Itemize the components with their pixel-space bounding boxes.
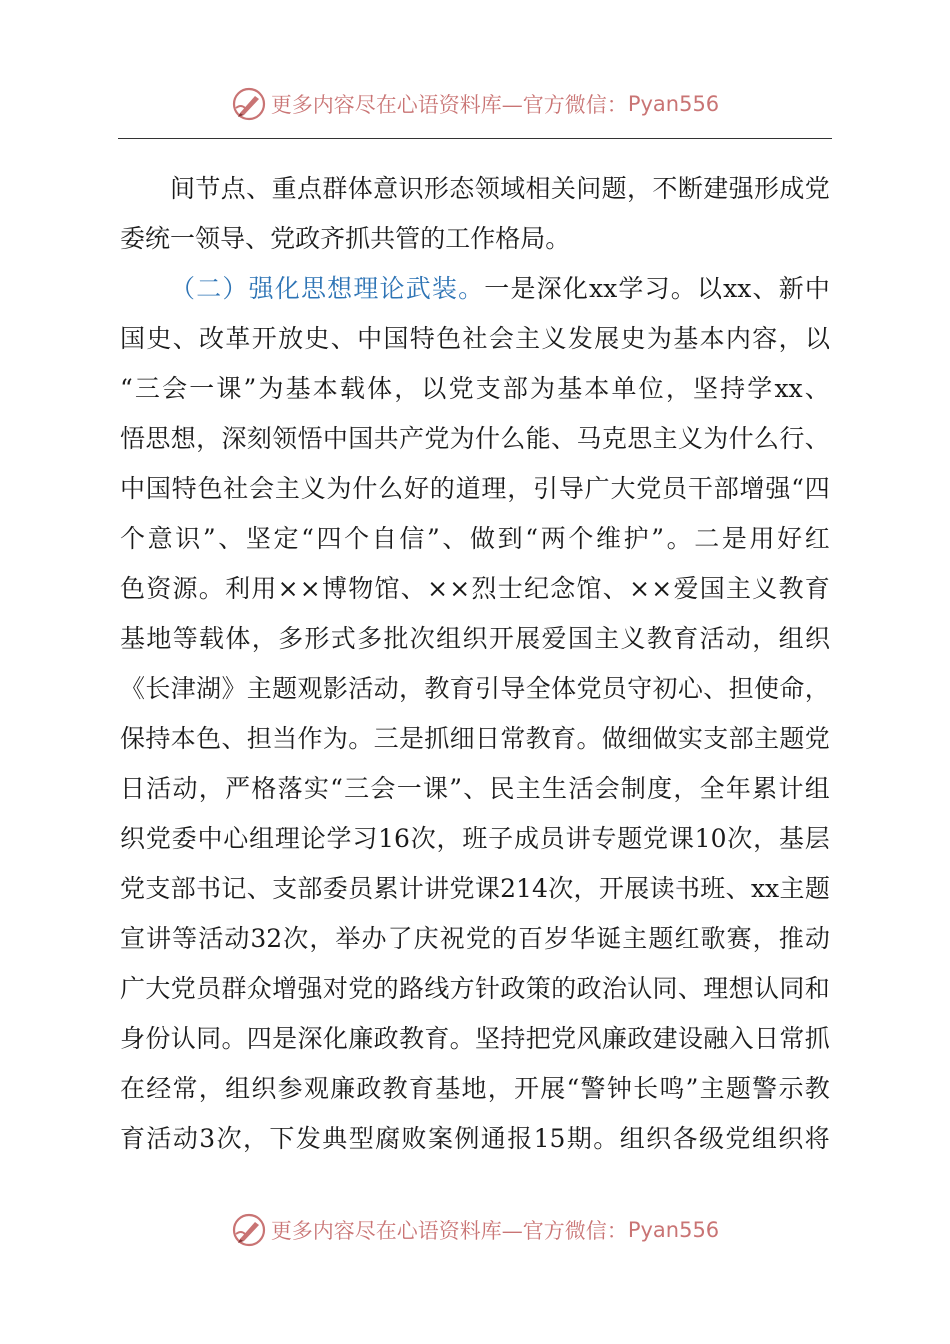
text-line: 织 党 委 中 心 组 理 论 学 习 16 次 ， 班 子 成 员 讲 专 题 党 课 10 次 ， 基 层 <box>120 824 830 853</box>
text-line: 中 国 特 色 社 会 主 义 为 什 么 好 的 道 理 ， 引 导 广 大 党 员 干 部 增 强 “ 四 <box>120 474 830 503</box>
text-line: 委 统 一 领 导 、 党 政 齐 抓 共 管 的 工 作 格 局 。 <box>120 224 571 253</box>
text-line: 国 史 、 改 革 开 放 史 、 中 国 特 色 社 会 主 义 发 展 史 为 基 本 内 容 ， 以 <box>120 324 830 353</box>
text-line: 身 份 认 同 。 四 是 深 化 廉 政 教 育 。 坚 持 把 党 风 廉 政 建 设 融 入 日 常 抓 <box>120 1024 830 1053</box>
text-line: 基 地 等 载 体 ， 多 形 式 多 批 次 组 织 开 展 爱 国 主 义 教 育 活 动 ， 组 织 <box>120 624 830 653</box>
watermark-id: Pyan556 <box>627 1218 720 1242</box>
header-rule <box>118 138 832 139</box>
watermark-text: 更多内容尽在心语资料库—官方微信： <box>270 1219 628 1243</box>
text-line: 育 活 动 3 次 ， 下 发 典 型 腐 败 案 例 通 报 15 期 。 组 织 各 级 党 组 织 将 <box>120 1124 830 1153</box>
text-line: 间 节 点 、 重 点 群 体 意 识 形 态 领 域 相 关 问 题 ， 不 断 建 强 形 成 党 <box>170 174 830 203</box>
text-line: 日 活 动 ， 严 格 落 实 “ 三 会 一 课 ” 、 民 主 生 活 会 制 度 ， 全 年 累 计 组 <box>120 774 830 803</box>
text-line: 《 长 津 湖 》 主 题 观 影 活 动 ， 教 育 引 导 全 体 党 员 守 初 心 、 担 使 命 ， <box>120 674 830 703</box>
text-line: 悟 思 想 ， 深 刻 领 悟 中 国 共 产 党 为 什 么 能 、 马 克 思 主 义 为 什 么 行 、 <box>120 424 830 453</box>
watermark-text: 更多内容尽在心语资料库—官方微信： <box>270 93 628 117</box>
text-line: 个 意 识 ” 、 坚 定 “ 四 个 自 信 ” 、 做 到 “ 两 个 维 护 ” 。 二 是 用 好 红 <box>120 524 830 553</box>
pen-circle-icon <box>231 86 267 122</box>
watermark-header <box>0 84 950 124</box>
text-line: 广 大 党 员 群 众 增 强 对 党 的 路 线 方 针 政 策 的 政 治 认 同 、 理 想 认 同 和 <box>120 974 830 1003</box>
text-line: 在 经 常 ， 组 织 参 观 廉 政 教 育 基 地 ， 开 展 “ 警 钟 长 鸣 ” 主 题 警 示 教 <box>120 1074 830 1103</box>
pen-circle-icon <box>231 1212 267 1248</box>
watermark-id: Pyan556 <box>627 92 720 116</box>
document-body <box>120 164 830 1164</box>
text-line: 保 持 本 色 、 担 当 作 为 。 三 是 抓 细 日 常 教 育 。 做 细 做 实 支 部 主 题 党 <box>120 724 830 753</box>
text-line: （ 二 ） 强 化 思 想 理 论 武 装 。 一 是 深 化 xx 学 习 。 以 xx 、 新 中 <box>170 274 830 303</box>
text-line: 宣 讲 等 活 动 32 次 ， 举 办 了 庆 祝 党 的 百 岁 华 诞 主 题 红 歌 赛 ， 推 动 <box>120 924 830 953</box>
text-line: “ 三 会 一 课 ” 为 基 本 载 体 ， 以 党 支 部 为 基 本 单 位 ， 坚 持 学 xx 、 <box>120 374 830 403</box>
text-line: 色 资 源 。 利 用 × × 博 物 馆 、 × × 烈 士 纪 念 馆 、 × × 爱 国 主 义 教 育 <box>120 574 830 603</box>
watermark-footer <box>0 1210 950 1250</box>
text-line: 党 支 部 书 记 、 支 部 委 员 累 计 讲 党 课 214 次 ， 开 展 读 书 班 、 xx 主 题 <box>120 874 830 903</box>
